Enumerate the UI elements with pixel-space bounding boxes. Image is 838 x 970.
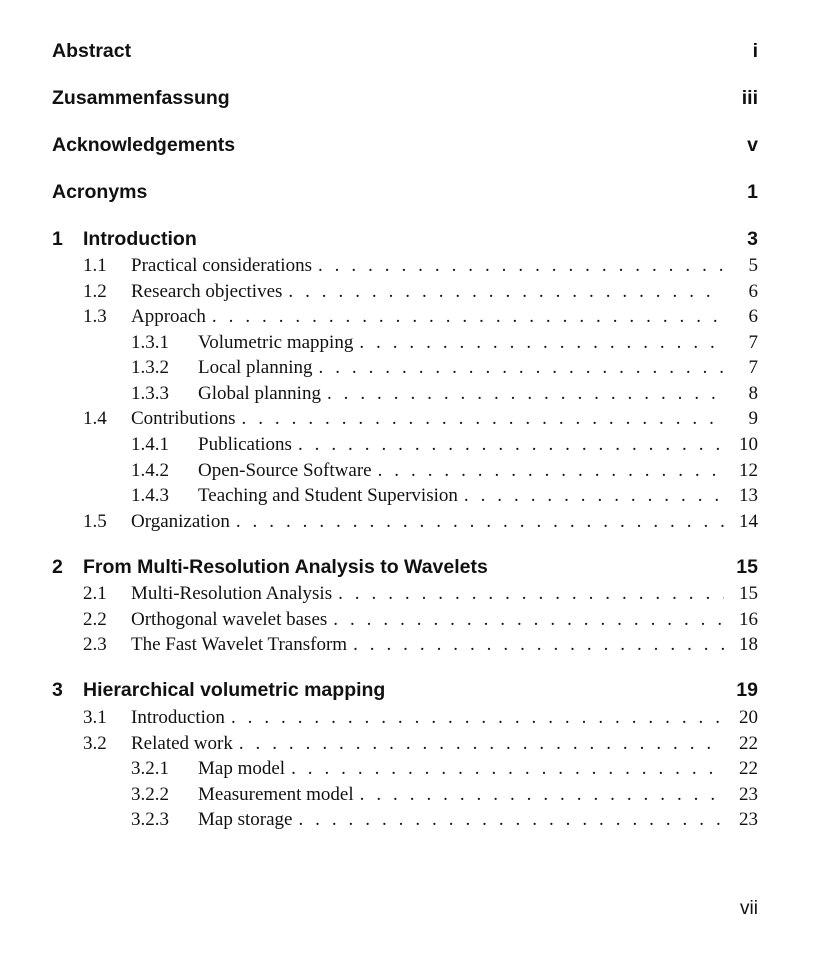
- page-number: vii: [740, 898, 758, 919]
- subsection-title: Teaching and Student Supervision: [198, 485, 458, 506]
- subsection-title: Local planning: [198, 357, 313, 378]
- dot-leader: [319, 357, 725, 379]
- toc-section-1-3[interactable]: [52, 306, 758, 328]
- entry-title: Zusammenfassung: [52, 87, 230, 109]
- chapter-page: 19: [736, 679, 758, 701]
- entry-page: i: [752, 40, 758, 62]
- subsection-number: 1.4.2: [131, 460, 169, 481]
- toc-section-1-5[interactable]: [52, 511, 758, 533]
- dot-leader: [298, 434, 724, 456]
- section-number: 1.1: [83, 255, 107, 276]
- toc-section-2-1[interactable]: [52, 583, 758, 605]
- subsection-number: 1.3.2: [131, 357, 169, 378]
- dot-leader: [327, 383, 724, 405]
- dot-leader: [338, 583, 724, 605]
- subsection-title: Map storage: [198, 809, 293, 830]
- chapter-number: 2: [52, 556, 63, 578]
- section-page: 14: [739, 511, 758, 532]
- entry-title: Abstract: [52, 40, 132, 62]
- section-page: 16: [739, 609, 758, 630]
- section-page: 15: [739, 583, 758, 604]
- toc-chapter-1[interactable]: [52, 228, 758, 251]
- section-number: 2.1: [83, 583, 107, 604]
- section-number: 1.2: [83, 281, 107, 302]
- subsection-page: 7: [748, 332, 758, 353]
- section-number: 2.3: [83, 634, 107, 655]
- toc-subsection-1-3-1[interactable]: [52, 332, 758, 354]
- section-page: 22: [739, 733, 758, 754]
- entry-page: iii: [741, 87, 758, 109]
- toc-section-3-1[interactable]: [52, 707, 758, 729]
- section-title: Introduction: [131, 707, 225, 728]
- toc-section-1-4[interactable]: [52, 408, 758, 430]
- section-title: Contributions: [131, 408, 236, 429]
- section-title: Related work: [131, 733, 233, 754]
- dot-leader: [231, 707, 724, 729]
- subsection-number: 3.2.3: [131, 809, 169, 830]
- subsection-title: Measurement model: [198, 784, 354, 805]
- section-page: 20: [739, 707, 758, 728]
- toc-chapter-3[interactable]: [52, 679, 758, 702]
- subsection-page: 22: [739, 758, 758, 779]
- dot-leader: [360, 784, 724, 806]
- chapter-number: 1: [52, 228, 63, 250]
- dot-leader: [212, 306, 724, 328]
- subsection-page: 23: [739, 784, 758, 805]
- toc-section-1-1[interactable]: [52, 255, 758, 277]
- subsection-page: 10: [739, 434, 758, 455]
- section-number: 2.2: [83, 609, 107, 630]
- dot-leader: [333, 609, 724, 631]
- subsection-number: 1.3.3: [131, 383, 169, 404]
- subsection-page: 7: [748, 357, 758, 378]
- section-page: 18: [739, 634, 758, 655]
- section-title: Approach: [131, 306, 206, 327]
- dot-leader: [239, 733, 724, 755]
- section-title: Multi-Resolution Analysis: [131, 583, 333, 604]
- dot-leader: [288, 281, 724, 303]
- subsection-title: Publications: [198, 434, 292, 455]
- toc-subsection-3-2-2[interactable]: [52, 784, 758, 806]
- section-number: 3.2: [83, 733, 107, 754]
- chapter-page: 3: [747, 228, 758, 250]
- toc-entry-acronyms[interactable]: [52, 181, 758, 204]
- subsection-number: 3.2.1: [131, 758, 169, 779]
- subsection-page: 23: [739, 809, 758, 830]
- subsection-page: 12: [739, 460, 758, 481]
- toc-subsection-1-4-3[interactable]: [52, 485, 758, 507]
- toc-chapter-2[interactable]: [52, 556, 758, 579]
- subsection-page: 8: [748, 383, 758, 404]
- dot-leader: [359, 332, 724, 354]
- toc-section-1-2[interactable]: [52, 281, 758, 303]
- toc-subsection-3-2-3[interactable]: [52, 809, 758, 831]
- entry-page: v: [747, 134, 758, 156]
- chapter-title: From Multi-Resolution Analysis to Wavelets: [83, 556, 488, 578]
- subsection-number: 1.3.1: [131, 332, 169, 353]
- dot-leader: [464, 485, 724, 507]
- toc-subsection-1-3-3[interactable]: [52, 383, 758, 405]
- dot-leader: [236, 511, 724, 533]
- section-title: Research objectives: [131, 281, 283, 302]
- subsection-number: 3.2.2: [131, 784, 169, 805]
- dot-leader: [318, 255, 724, 277]
- subsection-title: Open-Source Software: [198, 460, 372, 481]
- toc-subsection-1-3-2[interactable]: [52, 357, 758, 379]
- toc-section-2-2[interactable]: [52, 609, 758, 631]
- subsection-number: 1.4.3: [131, 485, 169, 506]
- entry-title: Acknowledgements: [52, 134, 236, 156]
- chapter-number: 3: [52, 679, 63, 701]
- toc-entry-zusammenfassung[interactable]: [52, 87, 758, 110]
- section-page: 5: [748, 255, 758, 276]
- section-title: Organization: [131, 511, 230, 532]
- section-number: 1.3: [83, 306, 107, 327]
- chapter-title: Introduction: [83, 228, 197, 250]
- toc-section-3-2[interactable]: [52, 733, 758, 755]
- toc-section-2-3[interactable]: [52, 634, 758, 656]
- dot-leader: [242, 408, 724, 430]
- section-page: 6: [748, 306, 758, 327]
- section-number: 3.1: [83, 707, 107, 728]
- toc-entry-abstract[interactable]: [52, 40, 758, 63]
- dot-leader: [378, 460, 724, 482]
- dot-leader: [291, 758, 724, 780]
- chapter-page: 15: [736, 556, 758, 578]
- subsection-page: 13: [739, 485, 758, 506]
- section-number: 1.5: [83, 511, 107, 532]
- entry-title: Acronyms: [52, 181, 148, 203]
- section-page: 6: [748, 281, 758, 302]
- section-title: Practical considerations: [131, 255, 312, 276]
- subsection-title: Global planning: [198, 383, 321, 404]
- entry-page: 1: [747, 181, 758, 203]
- subsection-number: 1.4.1: [131, 434, 169, 455]
- section-page: 9: [748, 408, 758, 429]
- toc-subsection-3-2-1[interactable]: [52, 758, 758, 780]
- dot-leader: [298, 809, 724, 831]
- toc-entry-acknowledgements[interactable]: [52, 134, 758, 157]
- subsection-title: Map model: [198, 758, 286, 779]
- toc-subsection-1-4-2[interactable]: [52, 460, 758, 482]
- toc-subsection-1-4-1[interactable]: [52, 434, 758, 456]
- chapter-title: Hierarchical volumetric mapping: [83, 679, 386, 701]
- subsection-title: Volumetric mapping: [198, 332, 354, 353]
- section-title: Orthogonal wavelet bases: [131, 609, 328, 630]
- dot-leader: [353, 634, 724, 656]
- section-title: The Fast Wavelet Transform: [131, 634, 348, 655]
- section-number: 1.4: [83, 408, 107, 429]
